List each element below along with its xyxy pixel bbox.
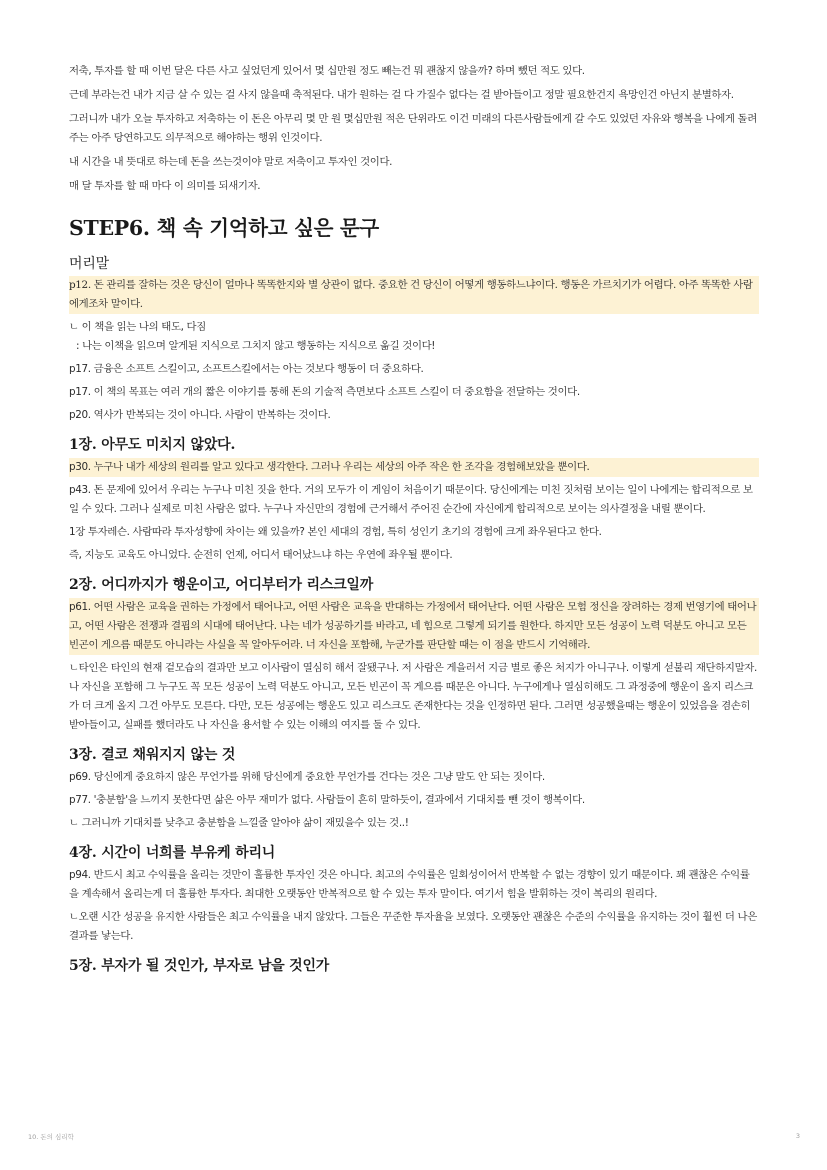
- preface-note: ㄴ 이 책을 읽는 나의 태도, 다짐: [69, 321, 206, 333]
- intro-paragraph: 저축, 투자를 할 때 이번 달은 다른 사고 싶었던게 있어서 몇 십만원 정도 빼는건 뭐 괜찮지 않을까? 하며 뺐던 적도 있다.: [69, 65, 585, 77]
- chapter3-item: ㄴ 그러니까 기대치를 낮추고 충분함을 느낄줄 알아야 삶이 재밌을수 있는 것..!: [69, 817, 409, 829]
- chapter1-highlight-quote: p30. 누구나 내가 세상의 원리를 알고 있다고 생각한다. 그러나 우리는 세상의 아주 작은 한 조각을 경험해보았을 뿐이다.: [69, 458, 759, 477]
- preface-highlight-quote: p12. 돈 관리를 잘하는 것은 당신이 얼마나 똑똑한지와 별 상관이 없다. 중요한 건 당신이 어떻게 행동하느냐이다. 행동은 가르치기가 어렵다. 아주 똑똑한 사람에게조차 말이다.: [69, 276, 759, 314]
- chapter4-title: 4장. 시간이 너희를 부유케 하리니: [69, 845, 276, 861]
- chapter2-highlight-quote: p61. 어떤 사람은 교육을 권하는 가정에서 태어나고, 어떤 사람은 교육을 반대하는 가정에서 태어난다. 어떤 사람은 모험 정신을 장려하는 경제 번영기에 태어나고, 어떤 사람은 전쟁과 결핍의 시대에 태어난다. 나는 네가 성공하기를 바라고, 네 힘으로 그렇게 되기를 원한다. 하지만 모든 성공이 노력 덕분도 아니고 모든 빈곤이 게으름 때문도 아니라는 사실을 꼭 알아두어라. 너 자신을 포함해, 누군가를 판단할 때는 이 점을 반드시 기억해라.: [69, 598, 759, 655]
- intro-section: [69, 62, 759, 196]
- chapter2-note: ㄴ타인은 타인의 현재 겉모습의 결과만 보고 이사람이 열심히 해서 잘됐구나. 저 사람은 게을러서 지금 별로 좋은 처지가 아니구나. 이렇게 섣불리 재단하지말자. 나 자신을 포함해 그 누구도 꼭 모든 성공이 노력 덕분도 아니고, 모든 빈곤이 꼭 게으름 때문은 아니다. 누구에게나 열심히해도 그 과정중에 행운이 올지 리스크가 더 크게 올지 그건 아무도 모른다. 다만, 모든 성공에는 행운도 있고 리스크도 존재한다는 것을 인정하면 된다. 그러면 성공했을때는 행운이 있었음을 겸손히 받아들이고, 실패를 했더라도 나 자신을 용서할 수 있는 이해의 여지를 둘 수 있다.: [69, 662, 757, 731]
- step-title: STEP6. 책 속 기억하고 싶은 문구: [69, 216, 379, 240]
- chapter3-item: p69. 당신에게 중요하지 않은 무언가를 위해 당신에게 중요한 무언가를 건다는 것은 그냥 말도 안 되는 짓이다.: [69, 771, 545, 783]
- intro-paragraph: 근데 부라는건 내가 지금 살 수 있는 걸 사지 않을때 축적된다. 내가 원하는 걸 다 가질수 없다는 걸 받아들이고 정말 필요한건지 욕망인건 아닌지 분별하자.: [69, 89, 734, 101]
- footer-document-title: 10. 돈의 심리학: [28, 1133, 74, 1141]
- preface-title: 머리말: [69, 256, 109, 272]
- chapter1-item: 1장 투자레슨. 사람따라 투자성향에 차이는 왜 있을까? 본인 세대의 경험, 특히 성인기 초기의 경험에 크게 좌우된다고 한다.: [69, 526, 602, 538]
- preface-note-detail: : 나는 이책을 읽으며 알게된 지식으로 그치지 않고 행동하는 지식으로 옮길 것이다!: [76, 340, 436, 352]
- preface-item: p17. 이 책의 목표는 여러 개의 짧은 이야기를 통해 돈의 기술적 측면보다 소프트 스킬이 더 중요함을 전달하는 것이다.: [69, 386, 580, 398]
- chapter2-title: 2장. 어디까지가 행운이고, 어디부터가 리스크일까: [69, 577, 374, 593]
- chapter4-item: p94. 반드시 최고 수익률을 올리는 것만이 훌륭한 투자인 것은 아니다. 최고의 수익률은 일회성이어서 반복할 수 없는 경향이 있기 때문이다. 꽤 괜찮은 수익률을 계속해서 올리는게 더 훌륭한 투자다. 최대한 오랫동안 반복적으로 할 수 있는 투자 말이다. 여기서 힘을 발휘하는 것이 복리의 원리다.: [69, 869, 750, 900]
- chapter4-item: ㄴ오랜 시간 성공을 유지한 사람들은 최고 수익률을 내지 않았다. 그들은 꾸준한 투자율을 보였다. 오랫동안 괜찮은 수준의 수익률을 유지하는 것이 훨씬 더 나은 결과를 낳는다.: [69, 911, 757, 942]
- preface-item: p17. 금융은 소프트 스킬이고, 소프트스킬에서는 아는 것보다 행동이 더 중요하다.: [69, 363, 424, 375]
- preface-item: p20. 역사가 반복되는 것이 아니다. 사람이 반복하는 것이다.: [69, 409, 331, 421]
- intro-paragraph: 그러니까 내가 오늘 투자하고 저축하는 이 돈은 아무리 몇 만 원 몇십만원 적은 단위라도 이건 미래의 다른사람들에게 갈 수도 있었던 자유와 행복을 나에게 돌려주는 아주 당연하고도 의무적으로 해야하는 행위 인것이다.: [69, 113, 757, 144]
- chapter3-item: p77. '충분함'을 느끼지 못한다면 삶은 아무 재미가 없다. 사람들이 흔히 말하듯이, 결과에서 기대치를 뺀 것이 행복이다.: [69, 794, 585, 806]
- chapter1-item: p43. 돈 문제에 있어서 우리는 누구나 미친 짓을 한다. 거의 모두가 이 게임이 처음이기 때문이다. 당신에게는 미친 짓처럼 보이는 일이 나에게는 합리적으로 보일 수 있다. 그러나 실제로 미친 사람은 없다. 누구나 자신만의 경험에 근거해서 주어진 순간에 자신에게 합리적으로 보이는 의사결정을 내릴 뿐이다.: [69, 484, 753, 515]
- chapter1-title: 1장. 아무도 미치지 않았다.: [69, 437, 236, 453]
- chapter1-item: 즉, 지능도 교육도 아니었다. 순전히 언제, 어디서 태어났느냐 하는 우연에 좌우될 뿐이다.: [69, 549, 453, 561]
- chapter3-title: 3장. 결코 채워지지 않는 것: [69, 747, 236, 763]
- document-page: [69, 62, 759, 979]
- footer-page-number: 3: [795, 1132, 800, 1140]
- chapter5-title: 5장. 부자가 될 것인가, 부자로 남을 것인가: [69, 958, 330, 974]
- intro-paragraph: 내 시간을 내 뜻대로 하는데 돈을 쓰는것이야 말로 저축이고 투자인 것이다.: [69, 156, 393, 168]
- intro-paragraph: 매 달 투자를 할 때 마다 이 의미를 되새기자.: [69, 180, 261, 192]
